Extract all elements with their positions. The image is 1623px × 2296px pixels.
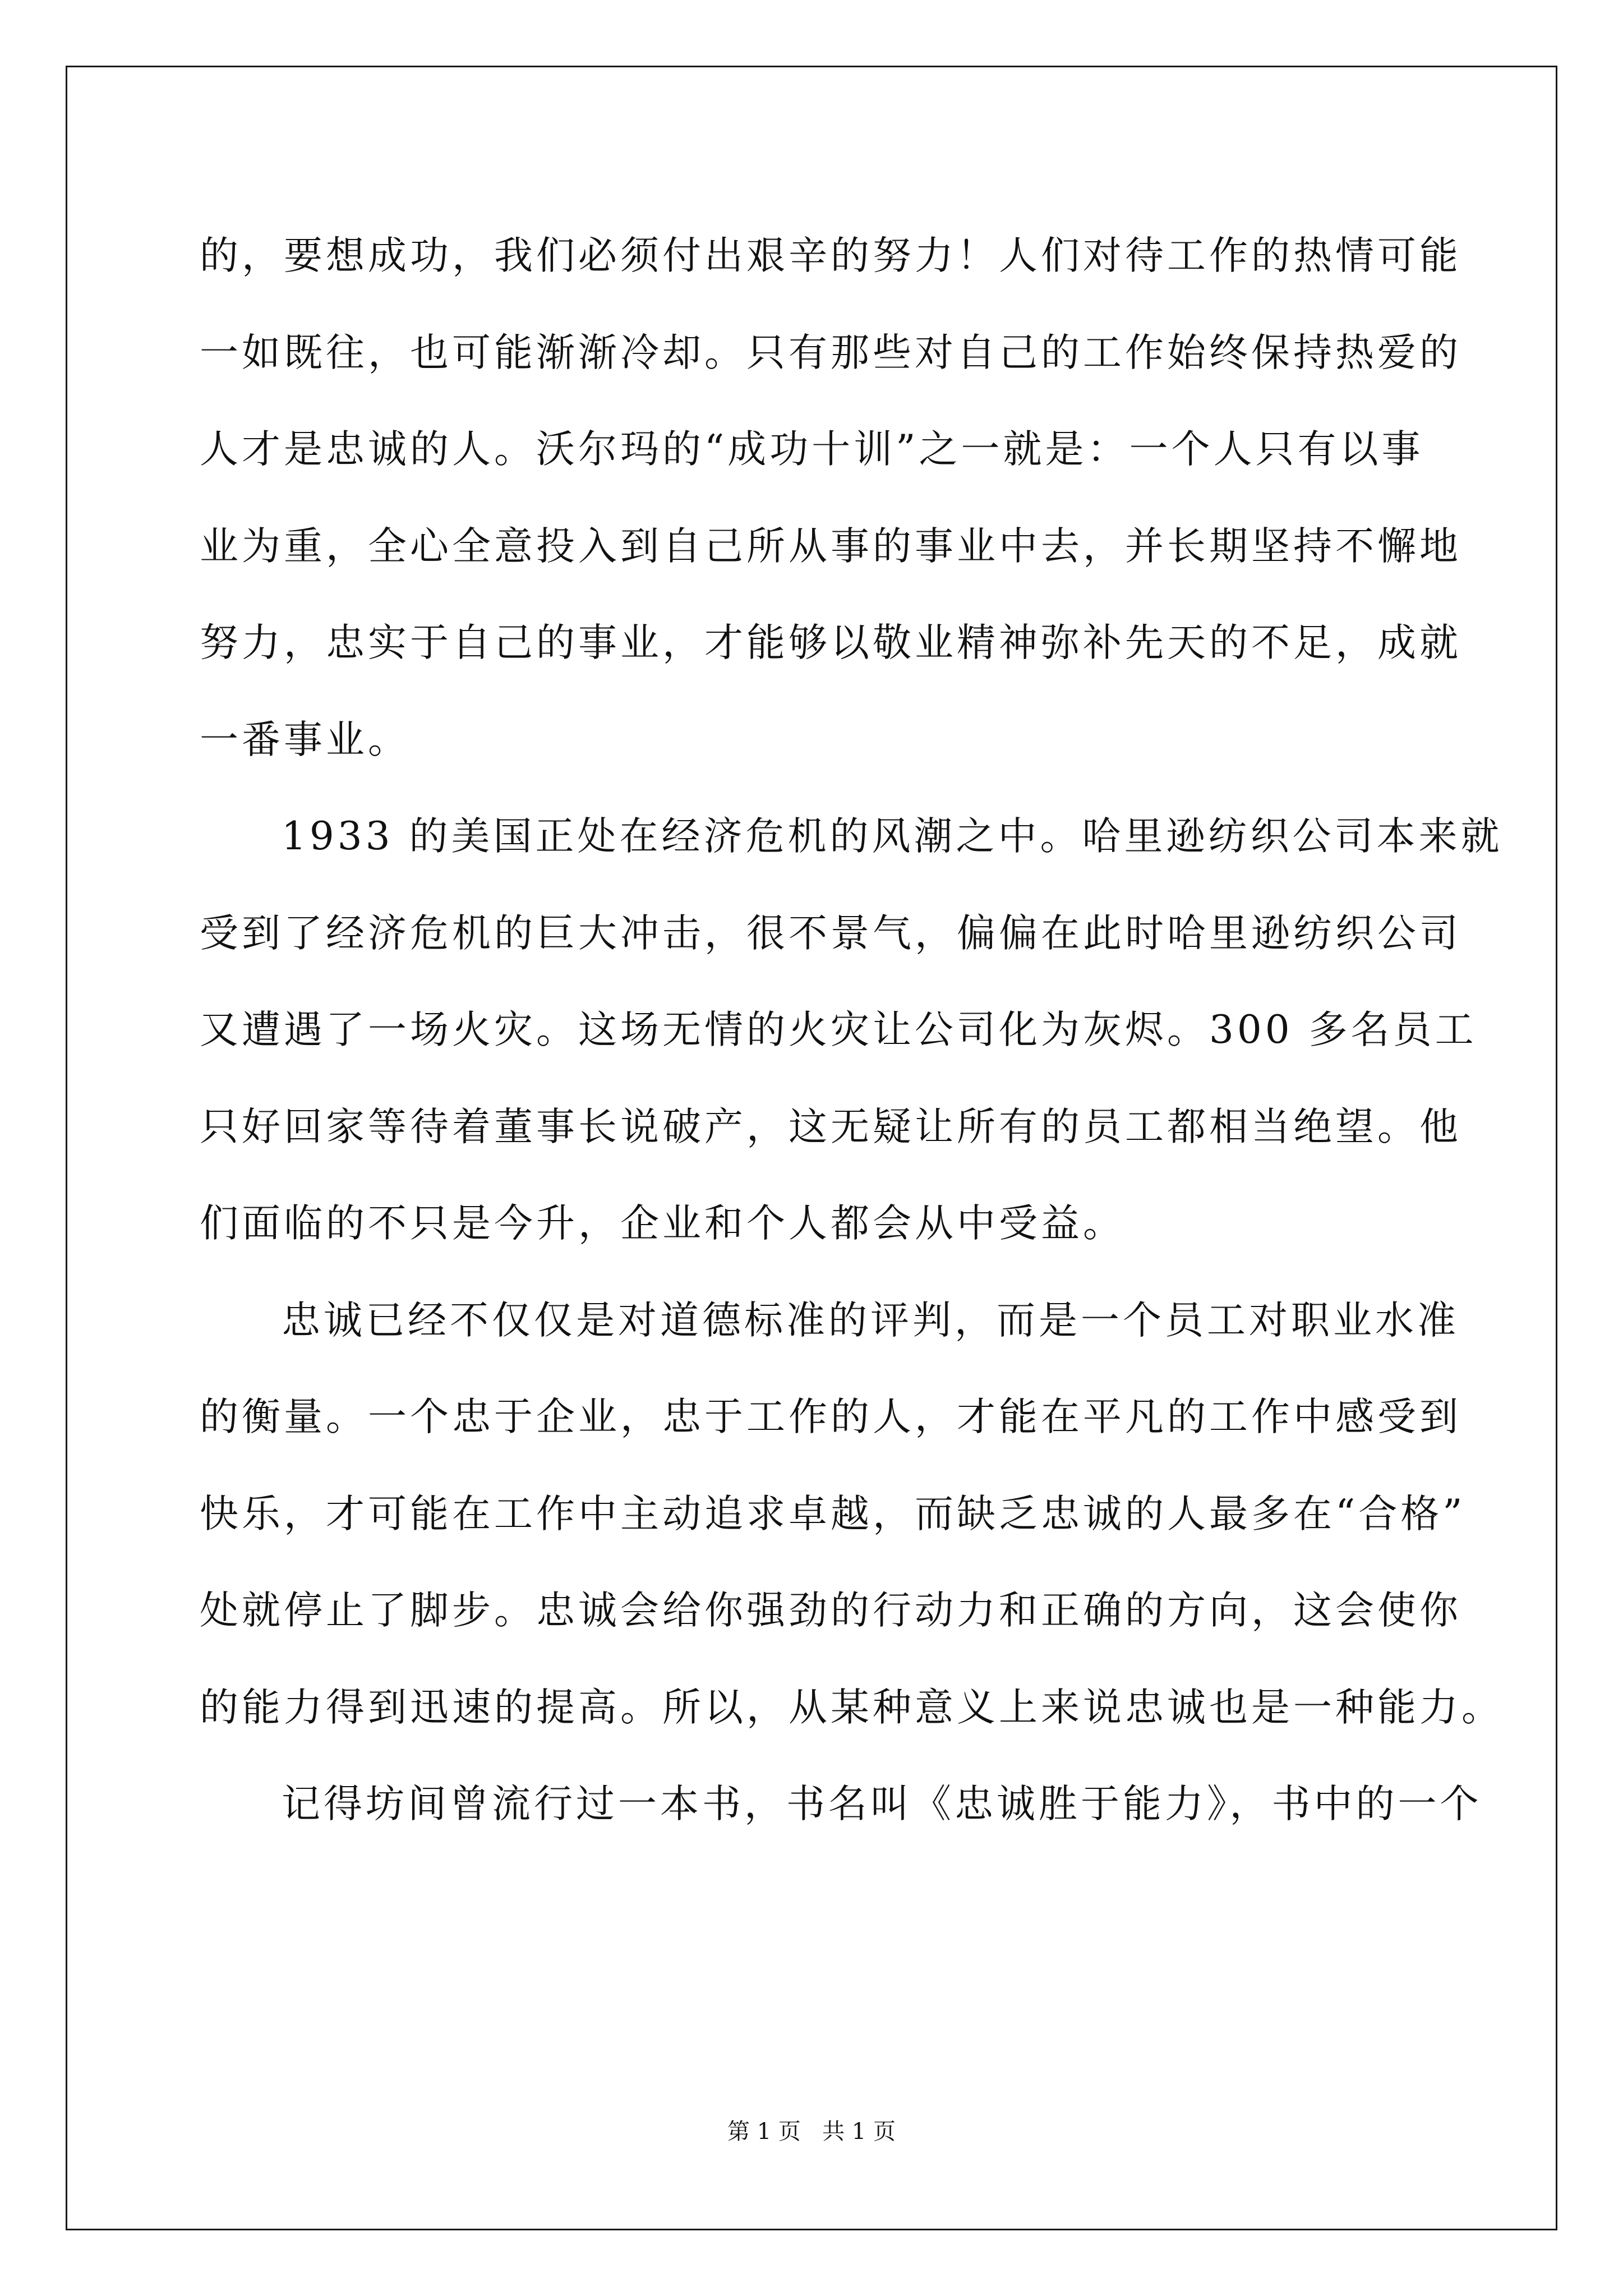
text-line: 的，要想成功，我们必须付出艰辛的努力！人们对待工作的热情可能 xyxy=(200,233,1461,278)
paragraph-first-line: 忠诚已经不仅仅是对道德标准的评判，而是一个员工对职业水准 xyxy=(282,1297,1459,1343)
text-line: 人才是忠诚的人。沃尔玛的“成功十训”之一就是：一个人只有以事 xyxy=(200,427,1424,472)
text-line: 的能力得到迅速的提高。所以，从某种意义上来说忠诚也是一种能力。 xyxy=(200,1685,1504,1730)
text-line: 处就停止了脚步。忠诚会给你强劲的行动力和正确的方向，这会使你 xyxy=(200,1588,1461,1633)
paragraph-first-line: 1933 的美国正处在经济危机的风潮之中。哈里逊纺织公司本来就 xyxy=(282,814,1503,859)
text-line: 的衡量。一个忠于企业，忠于工作的人，才能在平凡的工作中感受到 xyxy=(200,1395,1461,1439)
text-line: 们面临的不只是今升，企业和个人都会从中受益。 xyxy=(200,1201,1125,1246)
page-footer: 第 1 页 共 1 页 xyxy=(727,2119,896,2145)
text-line: 受到了经济危机的巨大冲击，很不景气，偏偏在此时哈里逊纺织公司 xyxy=(200,910,1461,956)
text-line: 一番事业。 xyxy=(200,717,410,762)
text-line: 一如既往，也可能渐渐冷却。只有那些对自己的工作始终保持热爱的 xyxy=(200,330,1461,375)
document-body xyxy=(200,208,1504,1853)
text-line: 业为重，全心全意投入到自己所从事的事业中去，并长期坚持不懈地 xyxy=(200,523,1461,569)
paragraph-first-line: 记得坊间曾流行过一本书，书名叫《忠诚胜于能力》，书中的一个 xyxy=(282,1782,1482,1826)
text-line: 只好回家等待着董事长说破产，这无疑让所有的员工都相当绝望。他 xyxy=(200,1104,1461,1149)
text-line: 又遭遇了一场火灾。这场无情的火灾让公司化为灰烬。300 多名员工 xyxy=(200,1007,1477,1052)
text-line: 快乐，才可能在工作中主动追求卓越，而缺乏忠诚的人最多在“合格” xyxy=(200,1491,1466,1536)
text-line: 努力，忠实于自己的事业，才能够以敬业精神弥补先天的不足，成就 xyxy=(200,620,1461,665)
